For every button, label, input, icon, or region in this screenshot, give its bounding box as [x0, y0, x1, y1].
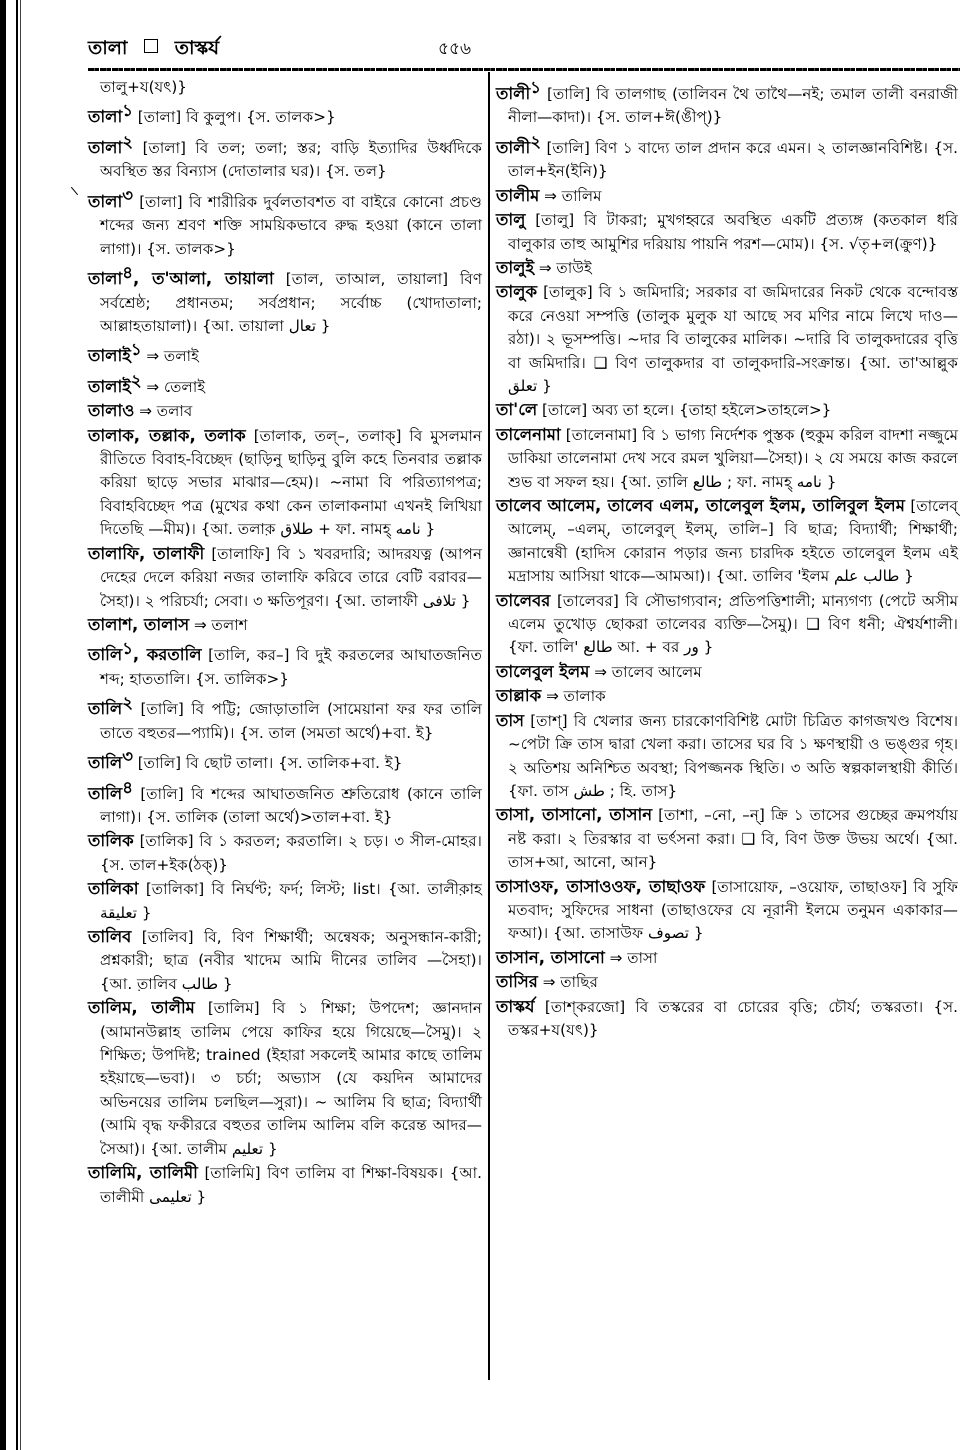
- homonym-number: ২: [122, 131, 133, 151]
- headword: তালা: [88, 191, 123, 211]
- definition: [তালি, কর–] বি দুই করতলের আঘাতজনিত শব্দ; হাততালি। {স. তালিক>}: [100, 646, 483, 688]
- cross-reference: ⇒ তলাই: [146, 347, 199, 366]
- cross-reference: ⇒ তলাব: [139, 402, 193, 421]
- headword: তাসাওফ, তাসাওওফ, তাছাওফ: [496, 876, 706, 896]
- dictionary-entry: [88, 1161, 482, 1209]
- headword: তালি: [88, 753, 123, 773]
- headword: তালুক: [496, 282, 538, 302]
- entry-text: তালু+য(যৎ)}: [100, 78, 187, 96]
- dictionary-entry: [88, 399, 482, 423]
- definition: [তালেবর] বি সৌভাগ্যবান; প্রতিপত্তিশালী; মান্যগণ্য (পেটে অসীম এলেম তুখোড় ছোকরা তালেবর ব্যক্তি—সৈমু)। ❑ বিণ ধনী; ঐশ্বর্যশালী। {ফা. তালি' طالع আ. + বর ور }: [508, 591, 959, 657]
- definition: [তালি] বি তালগাছ (তালিবন থৈ তাথৈ—নই; তমাল তালী বনরাজী নীলা—কাদা)। {স. তাল+ঈ(ঙীপ্)}: [508, 85, 959, 127]
- headword: তালি: [88, 645, 123, 665]
- guide-word-last: তাস্কর্য: [174, 37, 220, 59]
- headword: তাল্লাক: [496, 686, 542, 706]
- cross-reference: ⇒ তাছির: [542, 973, 598, 992]
- cross-reference: ⇒ তাসা: [609, 948, 658, 967]
- cross-reference: ⇒ তাউই: [538, 258, 592, 277]
- definition: [তাশা, –নো, –ন্] ক্রি ১ তাসের গুচ্ছের ক্রমপর্যায় নষ্ট করা। ২ তিরস্কার বা ভর্ৎসনা করা। ❑ বি, বিণ উক্ত উভয় অর্থে। {আ. তাস+আ, আনো, আন}: [508, 806, 959, 872]
- definition: [তালিমি] বিণ তালিম বা শিক্ষা-বিষয়ক। {আ. তালীমী تعليمى }: [100, 1164, 482, 1206]
- dictionary-entry: [496, 709, 958, 804]
- dictionary-entry: [496, 130, 958, 184]
- stray-mark: [71, 187, 78, 195]
- headword: তাসান, তাসানো: [496, 947, 605, 967]
- definition: [তালিকা] বি নির্ঘণ্ট; ফর্দ; লিস্ট; list। {আ. তালীক়াহ تعليقة }: [100, 880, 482, 922]
- dictionary-entry: [88, 877, 482, 925]
- headword: তালি: [88, 783, 123, 803]
- definition: [তালেনামা] বি ১ ভাগ্য নির্দেশক পুস্তক (হুকুম করিল বাদশা নজ্জুমে ডাকিয়া তালেনামা দেখ সবে রমল খুলিয়া—সৈহা)। ২ যে সময়ে কাজ করলে শুভ বা সফল হয়। {আ. ত়ালি طالع ; ফা. নামহ্ نامه }: [508, 425, 959, 491]
- cross-reference: ⇒ তলাশ: [194, 615, 248, 634]
- headword: তালিক: [88, 831, 134, 851]
- definition: [তালি] বি শব্দের আঘাতজনিত শ্রুতিরোধ (কানে তালি লাগা)। {স. তালিক (তালা অর্থে)>তাল+বা. ই}: [100, 784, 483, 826]
- dictionary-entry: [496, 589, 958, 660]
- dictionary-entry: [496, 875, 958, 946]
- cross-reference: ⇒ তালাক: [546, 687, 606, 706]
- headword: তালা: [88, 137, 123, 157]
- dictionary-entry: [88, 776, 482, 830]
- headword: তাস: [496, 710, 525, 730]
- homonym-number: ১: [130, 340, 142, 360]
- definition: [তালা] বি কুলুপ। {স. তালক>}: [137, 108, 336, 127]
- dictionary-entry: [88, 996, 482, 1161]
- headword: তালীম: [496, 185, 540, 205]
- definition: [তালা] বি তল; তলা; স্তর; বাড়ি ইত্যাদির উর্ধ্বদিকে অবস্থিত স্তর বিন্যাস (দোতালার ঘর)। {স. তল}: [100, 138, 483, 181]
- guide-word-first: তালা: [88, 37, 128, 59]
- dictionary-entry: [496, 970, 958, 994]
- headword: তাসির: [496, 972, 538, 992]
- dictionary-entry: [496, 995, 958, 1043]
- dictionary-entry: [88, 925, 482, 996]
- dictionary-entry: [496, 946, 958, 970]
- dictionary-entry: [88, 613, 482, 637]
- entry-continuation: [88, 76, 482, 99]
- definition: [তালা] বি শারীরিক দুর্বলতাবশত বা বাইরে কোনো প্রচণ্ড শব্দের জন্য শ্রবণ শক্তি সাময়িকভাবে রুদ্ধ হওয়া (কানে তালা লাগা)। {স. তালক>}: [100, 192, 482, 258]
- dictionary-entry: [496, 184, 958, 208]
- dictionary-entry: [88, 338, 482, 368]
- dictionary-entry: [88, 829, 482, 877]
- dictionary-entry: [88, 130, 482, 184]
- homonym-number: ৩: [122, 747, 133, 767]
- definition: [তাল, তাআল, তায়ালা] বিণ সর্বশ্রেষ্ঠ; প্রধানতম; সর্বপ্রধান; সর্বোচ্চ (খোদাতালা; আল্লাহতায়ালা)। {আ. তায়ালা تعال }: [100, 270, 483, 335]
- cross-reference: ⇒ তালিম: [544, 186, 602, 205]
- headword: তা'লে: [496, 400, 538, 420]
- headword: তালাক, তল্লাক, তলাক: [88, 425, 246, 445]
- headword: তালিম, তালীম: [88, 998, 195, 1018]
- dictionary-entry: [496, 280, 958, 398]
- definition: [তালুক] বি ১ জমিদারি; সরকার বা জমিদারের নিকট থেকে বন্দোবস্ত করে নেওয়া সম্পত্তি (তালুক মুলুক যা আছে সব মণির নামে লিখে দাও—রঠা)। ২ ভূসম্পত্তি। ~দার বি তালুকের মালিক। ~দারি বি তালুকদারের বৃত্তি বা জমিদারি। ❑ বিণ তালুকদার বা তালুকদারি-সংক্রান্ত। {আ. তা'আল্লুক تعلق }: [508, 283, 958, 395]
- definition: [তাশ্করজো] বি তস্করের বা চোরের বৃত্তি; চৌর্য; তস্করতা। {স. তস্কর+য(যৎ)}: [508, 997, 959, 1039]
- headword: তাস্কর্য: [496, 996, 535, 1016]
- left-column: [88, 76, 482, 1209]
- dictionary-entry: [496, 660, 958, 684]
- homonym-number: ১: [122, 101, 133, 121]
- headword: তালিব: [88, 927, 132, 947]
- dictionary-entry: [496, 208, 958, 256]
- headword: তাসা, তাসানো, তাসান: [496, 805, 653, 825]
- headword: তালা: [88, 269, 123, 289]
- homonym-number: ২: [530, 131, 541, 151]
- headword: তালা: [88, 107, 123, 127]
- dictionary-entry: [88, 99, 482, 129]
- homonym-number: ২: [130, 370, 142, 390]
- dictionary-entry: [496, 398, 958, 422]
- homonym-number: ২: [122, 693, 133, 713]
- page-header: [88, 34, 958, 64]
- cross-reference: ⇒ তেলাই: [146, 377, 206, 396]
- homonym-number: ১: [530, 78, 541, 97]
- dictionary-entry: [88, 745, 482, 775]
- headword: তালাশ, তালাস: [88, 614, 190, 634]
- headword-variants: , ত'আলা, তায়ালা: [132, 269, 274, 289]
- homonym-number: ৩: [122, 185, 133, 205]
- dictionary-entry: [88, 261, 482, 338]
- dictionary-entry: [88, 184, 482, 261]
- dictionary-entry: [496, 803, 958, 874]
- definition: [তালি] বিণ ১ বাদ্যে তাল প্রদান করে এমন। ২ তালজ্ঞানবিশিষ্ট। {স. তাল+ইন(ইনি)}: [508, 138, 959, 181]
- headword: তালেব আলেম, তালেব এলম, তালেবুল ইলম, তালিবুল ইলম: [496, 496, 905, 516]
- header-rule: [88, 68, 960, 71]
- definition: [তালেব্ আলেম্, –এলম্, তালেবুল্ ইলম্, তালি–] বি ছাত্র; বিদ্যার্থী; শিক্ষার্থী; জ্ঞানান্বেষী (হাদিস কোরান পড়ার জন্য চারদিক হইতে তালেবুল ইলম এই মদ্রাসায় আসিয়া থাকে—আমআ)। {আ. তালিব 'ইলম طالب علم }: [508, 497, 958, 586]
- headword: তালি: [88, 699, 123, 719]
- column-divider: [488, 72, 490, 1380]
- dictionary-entry: [88, 542, 482, 613]
- headword: তালাই: [88, 376, 131, 396]
- dictionary-entry: [496, 256, 958, 280]
- definition: [তাসায়োফ, –ওয়োফ, তাছাওফ] বি সুফি মতবাদ; সুফিদের সাধনা (তাছাওফের যে নূরানী ইলমে তনুমন একাকার—ফআ)। {আ. তাসাউফ تصوف }: [508, 877, 958, 943]
- headword: তালাও: [88, 401, 135, 421]
- definition: [তালে] অব্য তা হলে। {তাহা হইলে>তাহলে>}: [542, 401, 832, 420]
- headword: তালিকা: [88, 879, 139, 899]
- dictionary-entry: [88, 691, 482, 745]
- definition: [তালি] বি পট্টি; জোড়াতালি (সামেয়ানা ফর ফর তালি তাতে বহুতর—প্যামি)। {স. তাল (সমতা অর্থে)+বা. ই}: [100, 700, 483, 742]
- headword: তালুই: [496, 257, 535, 277]
- dictionary-entry: [88, 369, 482, 399]
- headword: তালেবর: [496, 590, 551, 610]
- headword: তালাফি, তালাফী: [88, 543, 205, 563]
- dictionary-entry: [88, 637, 482, 691]
- dictionary-entry: [496, 684, 958, 708]
- homonym-number: ১: [122, 639, 133, 659]
- headword: তালাই: [88, 346, 131, 366]
- square-box-icon: [144, 39, 158, 53]
- headword: তালী: [496, 84, 531, 104]
- definition: [তালু] বি টাকরা; মুখগহ্বরে অবস্থিত একটি প্রত্যঙ্গ (কতকাল ধরি বালুকার তাহু আমুশির দরিয়ায় পায়নি পরশ—মোম)। {স. √তৃ+ল(ক্রুণ)}: [508, 211, 958, 253]
- page-edge-rule: [16, 0, 18, 1450]
- headword: তালিমি, তালিমী: [88, 1163, 198, 1183]
- headword: তালু: [496, 210, 526, 230]
- right-column: [496, 76, 958, 1042]
- definition: [তাশ্] বি খেলার জন্য চারকোণবিশিষ্ট মোটা চিত্রিত কাগজখণ্ড বিশেষ। ~পেটা ক্রি তাস দ্বারা খেলা করা। তাসের ঘর বি ১ ক্ষণস্থায়ী ও ভঙ্গুর গৃহ। ২ অতিশয় অনিশ্চিত অবস্থা; বিপজ্জনক স্থিতি। ৩ অতি স্বল্পকালস্থায়ী কীর্তি। {ফা. তাস طش ; হি. তাস}: [508, 711, 959, 800]
- definition: [তালাফি] বি ১ খবরদারি; আদরযত্ন (আপন দেহের দেলে করিয়া নজর তালাফি করিবে তারে বেটি বরাবর—সৈহা)। ২ পরিচর্যা; সেবা। ৩ ক্ষতিপূরণ। {আ. তালাফী تلافى }: [100, 544, 483, 610]
- page-edge-rule: [0, 0, 6, 1450]
- definition: [তালিব] বি, বিণ শিক্ষার্থী; অন্বেষক; অনুসন্ধান-কারী; প্রশ্নকারী; ছাত্র (নবীর খাদেম আমি দীনের তালিব —সৈহা)। {আ. ত়ালিব طالب }: [100, 928, 482, 993]
- definition: [তালি] বি ছোট তালা। {স. তালিক+বা. ই}: [137, 754, 403, 773]
- page-number: ৫৫৬: [438, 39, 472, 59]
- guide-words: [88, 34, 219, 66]
- dictionary-entry: [496, 494, 958, 589]
- page-edge-rule: [20, 0, 21, 1450]
- definition: [তালিক] বি ১ করতল; করতালি। ২ চড়। ৩ সীল-মোহর। {স. তাল+ইক(ঠক্)}: [100, 832, 482, 874]
- dictionary-entry: [496, 423, 958, 494]
- definition: [তালাক, তল্–, তলাক্] বি মুসলমান রীতিতে বিবাহ-বিচ্ছেদ (ছাড়িনু ছাড়িনু বুলি কহে তিনবার তল্লাক করিয়া ছাড়ে সভার মাঝার—হেম)। ~নামা বি পরিত্যাগপত্র; বিবাহবিচ্ছেদ পত্র (মুখের কথা কেন তালাকনামা এখনই লিখিয়া দিতেছি —মীম)। {আ. তলাক় طلاق + ফা. নামহ্ نامه }: [100, 426, 482, 539]
- homonym-number: ৪: [122, 777, 133, 797]
- headword-variants: , করতালি: [132, 645, 202, 665]
- definition: [তালিম] বি ১ শিক্ষা; উপদেশ; জ্ঞানদান (আমানউল্লাহ তালিম পেয়ে কাফির হয়ে গিয়েছে—সৈমু)। ২ শিক্ষিত; উপদিষ্ট; trained (ইহারা সকলেই আমার কাছে তালিম হইয়াছে—ভবা)। ৩ চর্চা; অভ্যাস (যে কয়দিন আমাদের অভিনয়ের তালিম চলছিল—সুরা)। ~ আলিম বি ছাত্র; বিদ্যার্থী (আমি বৃদ্ধ ফকীররে বহুতর তালিম আলিম বলি করেন্ত আদর—সৈআ)। {আ. তালীম تعليم }: [100, 999, 482, 1158]
- headword: তালী: [496, 137, 531, 157]
- cross-reference: ⇒ তালেব আলেম: [594, 662, 702, 681]
- dictionary-entry: [88, 424, 482, 542]
- headword: তালেবুল ইলম: [496, 661, 590, 681]
- dictionary-entry: [496, 76, 958, 130]
- homonym-number: ৪: [122, 263, 133, 283]
- headword: তালেনামা: [496, 424, 561, 444]
